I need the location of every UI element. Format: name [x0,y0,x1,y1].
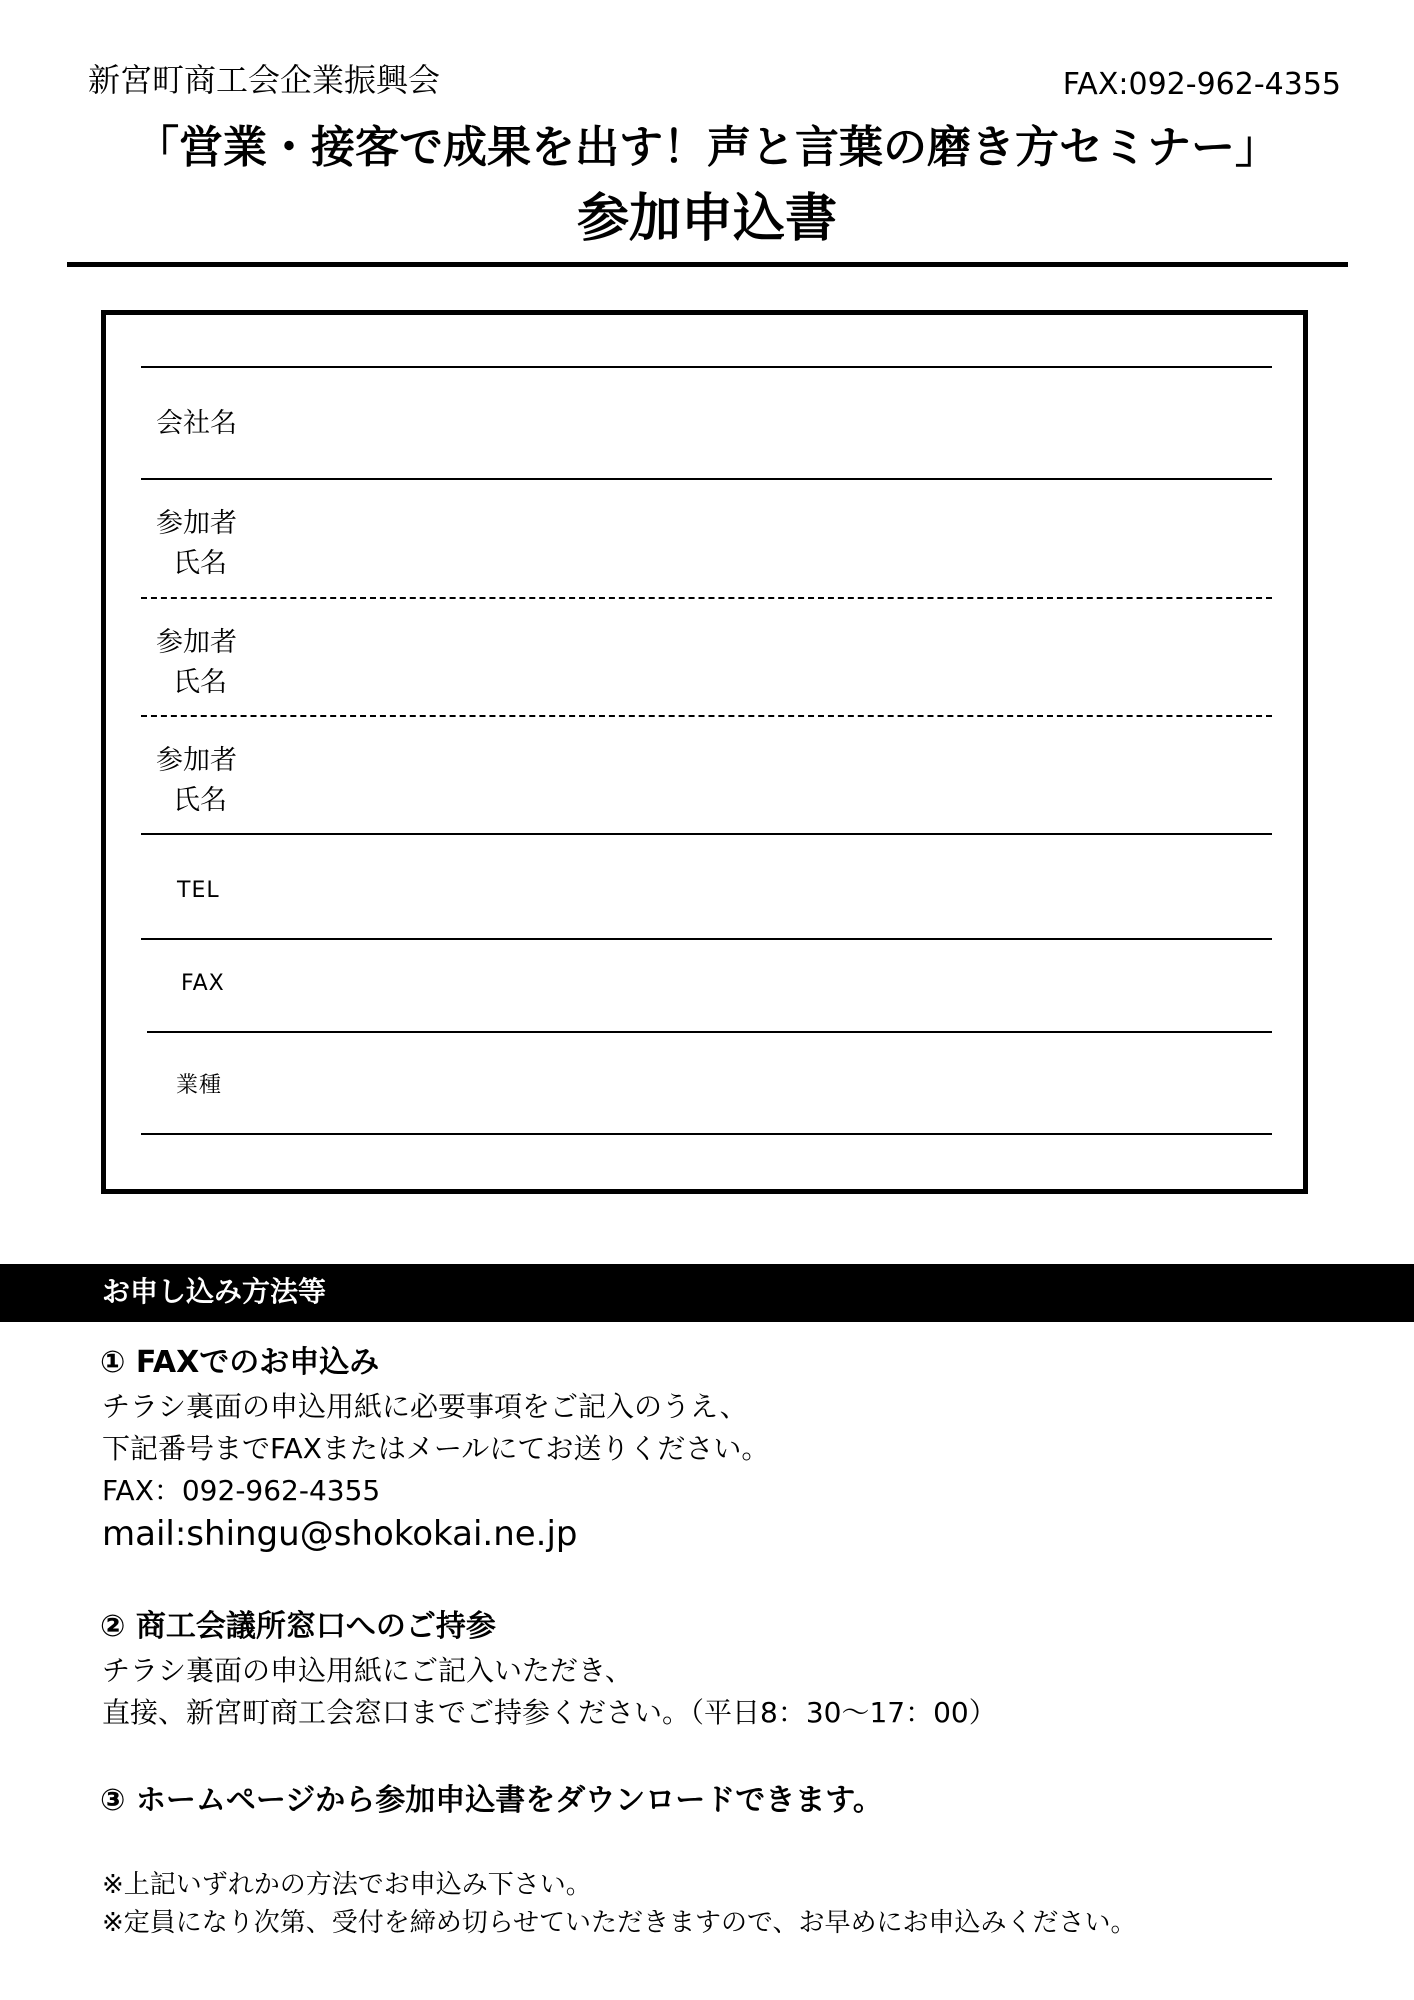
company-name-label: 会社名 [156,408,237,439]
form-line-top [141,366,1272,368]
industry-label: 業種 [176,1073,223,1098]
method-1-heading: ① FAXでのお申込み [100,1345,380,1380]
fax-field[interactable] [147,1031,1272,1033]
method-1-fax: FAX：092-962-4355 [102,1474,381,1507]
participant-label-line2: 氏名 [173,667,227,698]
company-name-field[interactable] [141,478,1272,480]
method-1-line-1: チラシ裏面の申込用紙に必要事項をご記入のうえ、 [102,1390,748,1423]
participant-2-field[interactable] [141,715,1272,717]
seminar-title: 「営業・接客で成果を出す！声と言葉の磨き方セミナー」 [135,122,1279,173]
participant-label-line1: 参加者 [156,745,237,776]
tel-field[interactable] [141,938,1272,940]
method-2-heading: ② 商工会議所窓口へのご持参 [100,1609,496,1644]
method-2-line-2: 直接、新宮町商工会窓口までご持参ください。（平日8：30〜17：00） [102,1696,997,1729]
industry-field[interactable] [141,1133,1272,1135]
participant-1-field[interactable] [141,597,1272,599]
participant-label-line1: 参加者 [156,508,237,539]
methods-section-title: お申し込み方法等 [102,1275,327,1308]
note-1: ※上記いずれかの方法でお申込み下さい。 [102,1870,592,1900]
participant-3-field[interactable] [141,833,1272,835]
note-2: ※定員になり次第、受付を締め切らせていただきますので、お早めにお申込みください。 [102,1908,1137,1938]
organizer-name: 新宮町商工会企業振興会 [88,61,441,99]
participant-1-label [156,504,237,584]
participant-label-line2: 氏名 [173,548,227,579]
header-fax-number: FAX:092-962-4355 [1062,67,1341,102]
form-title: 参加申込書 [576,189,837,249]
method-1-mail[interactable]: mail:shingu@shokokai.ne.jp [102,1514,578,1554]
participant-2-label [156,623,237,703]
method-2-line-1: チラシ裏面の申込用紙にご記入いただき、 [102,1654,633,1687]
application-form-box [101,310,1308,1194]
participant-label-line1: 参加者 [156,627,237,658]
tel-label: TEL [177,878,220,903]
header-divider [67,262,1348,267]
participant-label-line2: 氏名 [173,785,227,816]
method-3-heading: ③ ホームページから参加申込書をダウンロードできます。 [100,1783,883,1818]
participant-3-label [156,741,237,821]
method-1-line-2: 下記番号までFAXまたはメールにてお送りください。 [102,1432,770,1465]
fax-label: FAX [181,971,225,996]
